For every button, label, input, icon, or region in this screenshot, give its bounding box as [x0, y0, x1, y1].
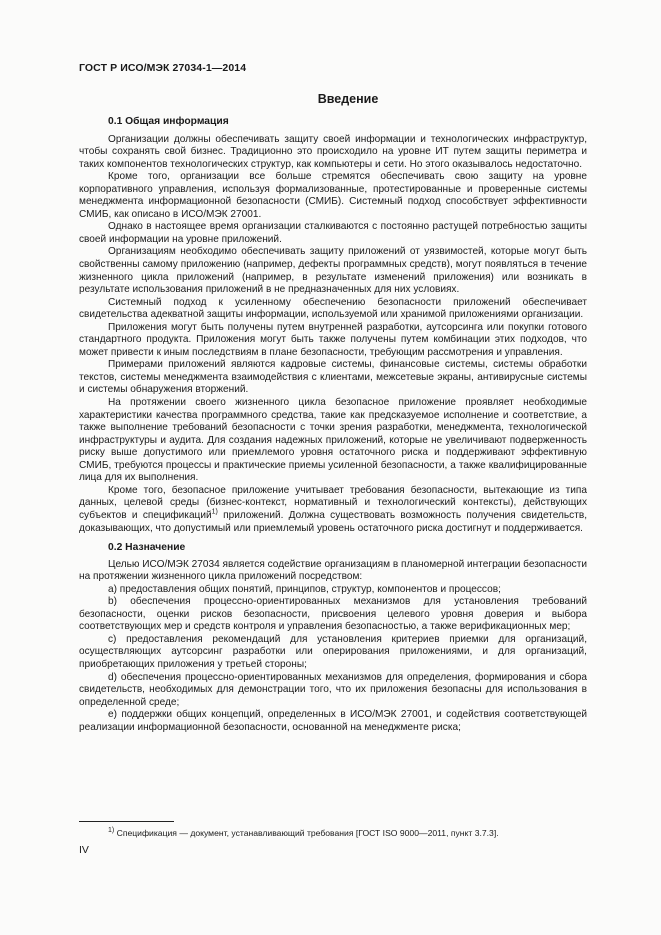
paragraph: Организации должны обеспечивать защиту своей информации и технологических инфраструктур, чтобы сохранять свой бизнес. Традиционно это происходило на уровне ИТ путем защиты периметра и таких компонентов технологических структур, как компьютеры и сети. Но этого оказывалось недостаточно. — [79, 133, 587, 170]
document-header: ГОСТ Р ИСО/МЭК 27034-1—2014 — [79, 62, 247, 74]
section-heading-general: 0.1 Общая информация — [108, 116, 229, 127]
list-item: e) поддержки общих концепций, определенных в ИСО/МЭК 27001, и содействия соответствующей реализации информационной безопасности, основанной на менеджменте риска; — [79, 709, 587, 733]
paragraph: Приложения могут быть получены путем внутренней разработки, аутсорсинга или покупки готового стандартного продукта. Приложения могут быть также получены путем комбинации этих подходов, что может привести к иным последствиям в плане безопасности, требующим рассмотрения и управления. — [79, 321, 587, 358]
page-number: IV — [79, 844, 89, 856]
paragraph: На протяжении своего жизненного цикла безопасное приложение проявляет необходимые характеристики качества программного средства, такие как предсказуемое исполнение и соответствие, а также выполнение требований безопасности с точки зрения разработки, менеджмента, технологической инфраструктуры и аудита. Для создания надежных приложений, которые не увеличивают подверженность риску выше допустимого или приемлемого уровня остаточного риска и поддерживают эффективную СМИБ, требуются процессы и практические приемы усиленной безопасности, а также квалифицированные лица для их выполнения. — [79, 397, 587, 484]
footnote-text: Спецификация — документ, устанавливающий требования [ГОСТ ISO 9000—2011, пункт 3.7.3]. — [116, 828, 499, 838]
paragraph-text: Кроме того, безопасное приложение учитывает требования безопасности, вытекающие из типа данных, целевой среды (бизнес-контекст, нормативный и технологический контексты), действующих субъектов и спецификаций — [79, 484, 587, 521]
paragraph: Системный подход к усиленному обеспечению безопасности приложений обеспечивает свидетельства адекватной защиты информации, используемой или хранимой приложениями организации. — [79, 296, 587, 321]
paragraph — [79, 485, 587, 535]
list-item: a) предоставления общих понятий, принципов, структур, компонентов и процессов; — [108, 583, 501, 595]
paragraph: Однако в настоящее время организации сталкиваются с постоянно растущей потребностью защиты своей информации на уровне приложений. — [79, 221, 587, 245]
list-item: d) обеспечения процессно-ориентированных механизмов для определения, формирования и сбора свидетельств, необходимых для демонстрации того, что их приложения безопасны для использования в определенной среде; — [79, 671, 587, 708]
footnote-marker: 1) — [108, 827, 115, 835]
footnote-divider — [79, 821, 174, 822]
paragraph: Примерами приложений являются кадровые системы, финансовые системы, системы обработки текстов, системы менеджмента взаимодействия с клиентами, межсетевые экраны, антивирусные системы и системы обнаружения вторжений. — [79, 359, 587, 396]
page-title: Введение — [317, 92, 379, 106]
section-heading-purpose: 0.2 Назначение — [108, 542, 186, 554]
main-content — [79, 116, 587, 734]
footnote — [108, 828, 499, 839]
list-item: b) обеспечения процессно-ориентированных механизмов для установления требований безопасности, оценки рисков безопасности, присвоения целевого уровня доверия и выбора соответствующих мер и средств контроля и управления безопасностью, а также верификационных мер; — [79, 596, 587, 633]
paragraph: Кроме того, организации все больше стремятся обеспечивать свою защиту на уровне корпоративного управления, используя формализованные, протестированные и проверенные системы менеджмента информационной безопасности (СМИБ). Системный подход способствует эффективности СМИБ, как описано в ИСО/МЭК 27001. — [79, 171, 587, 220]
paragraph: Целью ИСО/МЭК 27034 является содействие организациям в планомерной интеграции безопасности на протяжении жизненного цикла приложений посредством: — [79, 558, 587, 583]
list-item: c) предоставления рекомендаций для установления критериев приемки для организаций, осуществляющих аутсорсинг разработки или оперирования приложениями, и для организаций, приобретающих приложения у третьей стороны; — [79, 633, 587, 670]
paragraph-text: приложений. Должна существовать возможность получения свидетельств, доказывающих, что допустимый или приемлемый уровень остаточного риска достигнут и поддерживается. — [79, 509, 588, 534]
footnote-reference: 1) — [211, 508, 218, 516]
paragraph: Организациям необходимо обеспечивать защиту приложений от уязвимостей, которые могут быть свойственны самому приложению (например, дефекты программных средств), могут появляться в течение жизненного цикла приложений (например, в результате изменений приложения) или возникать в результате использования приложений в не предназначенных для них условиях. — [79, 246, 587, 296]
